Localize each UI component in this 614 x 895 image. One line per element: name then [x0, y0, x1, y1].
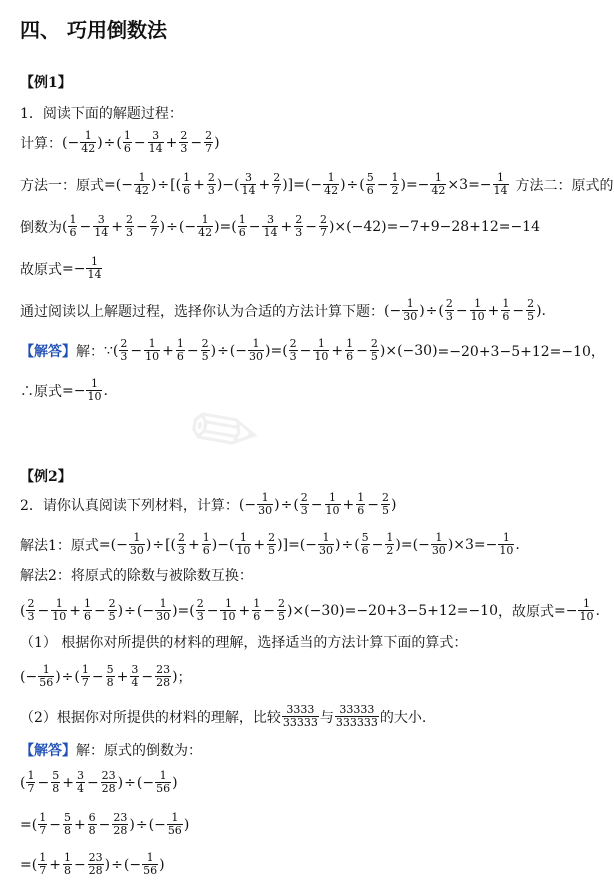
fraction: $\frac{3333}{33333}$	[282, 703, 318, 729]
fraction: $\frac{1}{10}$	[221, 597, 236, 623]
example-1-conclusion: 故原式 =− $\frac{1}{14}$	[20, 255, 102, 281]
fraction: $\frac{1}{6}$	[238, 213, 246, 239]
fraction: $\frac{1}{6}$	[253, 597, 261, 623]
page-title	[20, 14, 167, 43]
answer-tag: 【解答】	[20, 343, 76, 360]
fraction: $\frac{1}{42}$	[324, 171, 339, 197]
example-1-calc: 计算： (− $\frac{1}{42}$ ) ÷ ( $\frac{1}{6}$ − $\frac{3}{14}$ + $\frac{2}{3}$ − $\frac{2}{7}$ )	[20, 129, 220, 155]
fraction: $\frac{1}{10}$	[314, 337, 329, 363]
fraction: $\frac{5}{8}$	[52, 769, 60, 795]
example-2-question-1: （1） 根据你对所提供的材料的理解，选择适当的方法计算下面的算式：	[20, 635, 468, 651]
fraction: $\frac{1}{6}$	[183, 171, 191, 197]
fraction: $\frac{23}{28}$	[113, 811, 128, 837]
example-2-label: 【例2】	[20, 469, 72, 485]
fraction: $\frac{1}{30}$	[129, 531, 144, 557]
fraction: $\frac{1}{10}$	[579, 597, 594, 623]
fraction: $\frac{2}{3}$	[207, 171, 215, 197]
fraction: $\frac{1}{10}$	[325, 491, 340, 517]
fraction: $\frac{1}{10}$	[87, 377, 102, 403]
fraction: $\frac{1}{10}$	[52, 597, 67, 623]
fraction: $\frac{1}{10}$	[470, 297, 485, 323]
fraction: $\frac{23}{28}$	[156, 663, 171, 689]
fraction: $\frac{1}{10}$	[145, 337, 160, 363]
fraction: $\frac{1}{30}$	[249, 337, 263, 363]
fraction: $\frac{1}{42}$	[81, 129, 96, 155]
fraction: $\frac{2}{7}$	[205, 129, 213, 155]
fraction: $\frac{2}{3}$	[125, 213, 133, 239]
example-2-solution-2: ( $\frac{2}{3}$ − $\frac{1}{10}$ + $\frac{1}{6}$ − $\frac{2}{5}$ ) ÷ (− $\frac{1}{30}$ ) = ( $\frac{2}{3}$ − $\frac{1}{10}$ + $\frac{1}{6}$ − $\frac{2}{5}$ ) ×(−30) =−20+3−5+12=−10 ，故原式 =− $\frac{1}{10}$ .	[20, 597, 600, 623]
fraction: $\frac{2}{3}$	[445, 297, 453, 323]
example-1-label: 【例1】	[20, 75, 72, 91]
example-2-answer-step-2: = ( $\frac{1}{7}$ − $\frac{5}{8}$ + $\frac{6}{8}$ − $\frac{23}{28}$ ) ÷ (− $\frac{1}{56}$ )	[20, 811, 190, 837]
example-1-intro: 1．阅读下面的解题过程：	[20, 106, 183, 122]
fraction: $\frac{2}{7}$	[150, 213, 158, 239]
fraction: $\frac{3}{4}$	[131, 663, 139, 689]
fraction: $\frac{2}{3}$	[178, 531, 185, 557]
fraction: $\frac{2}{5}$	[370, 337, 378, 363]
fraction: $\frac{1}{6}$	[69, 213, 77, 239]
example-1-method-1: 方法一：原式 = (− $\frac{1}{42}$ ) ÷ [( $\frac{1}{6}$ + $\frac{2}{3}$ )−( $\frac{3}{14}$ + $\frac{2}{7}$ )] = (− $\frac{1}{42}$ ) ÷ ( $\frac{5}{6}$ − $\frac{1}{2}$ ) =− $\frac{1}{42}$ ×3 =− $\frac{1}{14}$ 方法二：原式的	[20, 171, 614, 197]
example-2-question-1-expr: (− $\frac{1}{56}$ ) ÷ ( $\frac{1}{7}$ − $\frac{5}{8}$ + $\frac{3}{4}$ − $\frac{23}{28}$ ) ；	[20, 663, 192, 689]
example-2-answer-step-3: = ( $\frac{1}{7}$ + $\frac{1}{8}$ − $\frac{23}{28}$ ) ÷ (− $\frac{1}{56}$ )	[20, 851, 165, 877]
fraction: $\frac{23}{28}$	[101, 769, 116, 795]
fraction: $\frac{5}{8}$	[63, 811, 71, 837]
fraction: $\frac{1}{6}$	[176, 337, 184, 363]
fraction: $\frac{2}{5}$	[277, 597, 285, 623]
answer-tag: 【解答】	[20, 743, 76, 759]
fraction: $\frac{1}{56}$	[143, 851, 158, 877]
page-title-text: 四、 巧用倒数法	[20, 18, 167, 42]
example-1-task: 通过阅读以上解题过程，选择你认为合适的方法计算下题： (− $\frac{1}{30}$ ) ÷ ( $\frac{2}{3}$ − $\frac{1}{10}$ + $\frac{1}{6}$ − $\frac{2}{5}$ ) .	[20, 297, 546, 323]
fraction: $\frac{1}{30}$	[156, 597, 171, 623]
fraction: $\frac{3}{14}$	[241, 171, 256, 197]
fraction: $\frac{2}{3}$	[300, 491, 308, 517]
fraction: $\frac{1}{7}$	[27, 769, 35, 795]
fraction: $\frac{2}{5}$	[382, 491, 389, 517]
fraction: $\frac{1}{8}$	[63, 851, 71, 877]
example-1-result: ∴原式 =− $\frac{1}{10}$ .	[20, 377, 108, 403]
fraction: $\frac{1}{6}$	[83, 597, 91, 623]
fraction: $\frac{1}{30}$	[258, 491, 273, 517]
example-2-answer: 【解答】 解：原式的倒数为：	[20, 740, 202, 760]
watermark: ✎	[171, 374, 280, 490]
fraction: $\frac{1}{10}$	[499, 531, 514, 557]
fraction: $\frac{3}{14}$	[148, 129, 163, 155]
fraction: $\frac{1}{56}$	[167, 811, 182, 837]
fraction: $\frac{1}{10}$	[236, 531, 251, 557]
example-2-intro: 2．请你认真阅读下列材料，计算： (− $\frac{1}{30}$ ) ÷ ( $\frac{2}{3}$ − $\frac{1}{10}$ + $\frac{1}{6}$ − $\frac{2}{5}$ )	[20, 491, 397, 517]
fraction: $\frac{1}{6}$	[357, 491, 365, 517]
fraction: $\frac{1}{30}$	[403, 297, 418, 323]
fraction: $\frac{1}{56}$	[156, 769, 171, 795]
fraction: $\frac{3}{4}$	[76, 769, 84, 795]
fraction: $\frac{3}{14}$	[94, 213, 109, 239]
fraction: $\frac{33333}{333333}$	[335, 703, 378, 729]
fraction: $\frac{1}{42}$	[198, 213, 213, 239]
fraction: $\frac{1}{42}$	[431, 171, 446, 197]
fraction: $\frac{5}{8}$	[106, 663, 114, 689]
fraction: $\frac{5}{6}$	[361, 531, 369, 557]
fraction: $\frac{1}{14}$	[493, 171, 508, 197]
example-2-answer-step-1: ( $\frac{1}{7}$ − $\frac{5}{8}$ + $\frac{3}{4}$ − $\frac{23}{28}$ ) ÷ (− $\frac{1}{56}$ )	[20, 769, 178, 795]
fraction: $\frac{1}{14}$	[87, 255, 102, 281]
example-1-reciprocal: 倒数为 ( $\frac{1}{6}$ − $\frac{3}{14}$ + $\frac{2}{3}$ − $\frac{2}{7}$ ) ÷ (− $\frac{1}{42}$ ) = ( $\frac{1}{6}$ − $\frac{3}{14}$ + $\frac{2}{3}$ − $\frac{2}{7}$ ) ×(−42) =−7+9−28+12=−14	[20, 213, 540, 239]
example-2-solution-2-label: 解法2：将原式的除数与被除数互换：	[20, 568, 253, 584]
fraction: $\frac{1}{6}$	[202, 531, 210, 557]
fraction: $\frac{1}{56}$	[39, 663, 54, 689]
fraction: $\frac{1}{30}$	[431, 531, 446, 557]
fraction: $\frac{1}{7}$	[39, 851, 47, 877]
fraction: $\frac{1}{42}$	[134, 171, 149, 197]
fraction: $\frac{2}{3}$	[289, 337, 297, 363]
fraction: $\frac{23}{28}$	[88, 851, 103, 877]
fraction: $\frac{1}{6}$	[346, 337, 354, 363]
fraction: $\frac{1}{7}$	[81, 663, 89, 689]
fraction: $\frac{1}{6}$	[123, 129, 131, 155]
example-2-solution-1: 解法1：原式 = (− $\frac{1}{30}$ ) ÷ [( $\frac{2}{3}$ + $\frac{1}{6}$ )−( $\frac{1}{10}$ + $\frac{2}{5}$ )] = (− $\frac{1}{30}$ ) ÷ ( $\frac{5}{6}$ − $\frac{1}{2}$ ) = (− $\frac{1}{30}$ ) ×3 =− $\frac{1}{10}$ .	[20, 531, 520, 557]
fraction: $\frac{1}{2}$	[386, 531, 394, 557]
fraction: $\frac{2}{7}$	[273, 171, 281, 197]
fraction: $\frac{2}{7}$	[319, 213, 327, 239]
fraction: $\frac{1}{6}$	[502, 297, 510, 323]
fraction: $\frac{2}{3}$	[180, 129, 188, 155]
fraction: $\frac{2}{3}$	[295, 213, 303, 239]
example-2-question-2: （2）根据你对所提供的材料的理解，比较 $\frac{3333}{33333}$ 与 $\frac{33333}{333333}$ 的大小.	[20, 703, 427, 729]
fraction: $\frac{1}{30}$	[319, 531, 333, 557]
fraction: $\frac{3}{14}$	[263, 213, 278, 239]
fraction: $\frac{2}{5}$	[268, 531, 276, 557]
example-1-answer: 【解答】 解： ∵ ( $\frac{2}{3}$ − $\frac{1}{10}$ + $\frac{1}{6}$ − $\frac{2}{5}$ ) ÷ (− $\frac{1}{30}$ ) = ( $\frac{2}{3}$ − $\frac{1}{10}$ + $\frac{1}{6}$ − $\frac{2}{5}$ ) ×(−30) =−20+3−5+12=−10，	[20, 337, 605, 363]
fraction: $\frac{1}{2}$	[391, 171, 399, 197]
fraction: $\frac{6}{8}$	[88, 811, 96, 837]
fraction: $\frac{2}{5}$	[527, 297, 535, 323]
fraction: $\frac{1}{7}$	[39, 811, 47, 837]
fraction: $\frac{2}{3}$	[27, 597, 35, 623]
fraction: $\frac{2}{5}$	[201, 337, 209, 363]
fraction: $\frac{2}{5}$	[108, 597, 116, 623]
fraction: $\frac{2}{3}$	[120, 337, 128, 363]
fraction: $\frac{2}{3}$	[196, 597, 204, 623]
fraction: $\frac{5}{6}$	[366, 171, 374, 197]
